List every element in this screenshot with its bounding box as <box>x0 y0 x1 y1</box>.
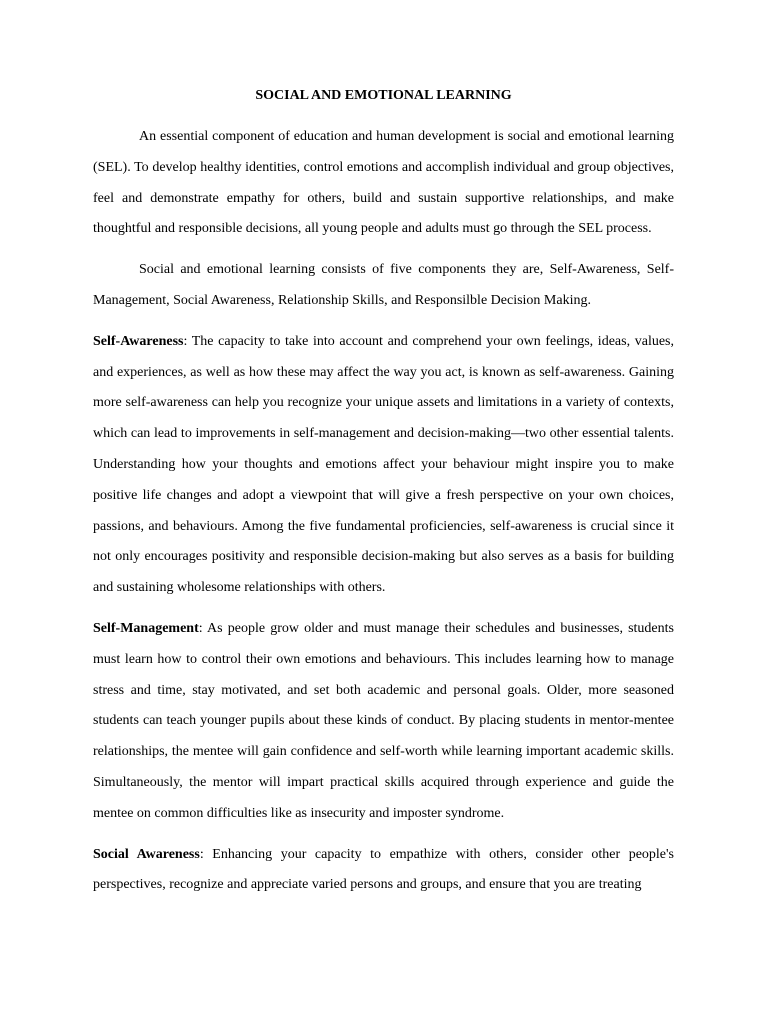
section-term: Self-Awareness <box>93 333 184 349</box>
section-text: : Enhancing your capacity to empathize with others, consider other people's perspectives, recognize and appreciate varied persons and groups, and ensure that you are treating <box>93 846 674 893</box>
section-self-management <box>93 614 674 830</box>
section-text: : As people grow older and must manage their schedules and businesses, students must learn how to control their own emotions and behaviours. This includes learning how to manage stress and time, stay motivated, and set both academic and personal goals. Older, more seasoned students can teach younger pupils about these kinds of conduct. By placing students in mentor-mentee relationships, the mentee will gain confidence and self-worth while learning important academic skills. Simultaneously, the mentor will impart practical skills acquired through experience and guide the mentee on common difficulties like as insecurity and imposter syndrome. <box>93 620 674 821</box>
section-term: Social Awareness <box>93 846 200 862</box>
section-self-awareness <box>93 327 674 604</box>
section-social-awareness <box>93 840 674 902</box>
document-page <box>93 84 674 911</box>
section-term: Self-Management <box>93 620 199 636</box>
section-text: : The capacity to take into account and comprehend your own feelings, ideas, values, and experiences, as well as how these may affect the way you act, is known as self-awareness. Gaining more self-awareness can help you recognize your unique assets and limitations in a variety of contexts, which can lead to improvements in self-management and decision-making—two other essential talents. Understanding how your thoughts and emotions affect your behaviour might inspire you to make positive life changes and adopt a viewpoint that will give a fresh perspective on your own choices, passions, and behaviours. Among the five fundamental proficiencies, self-awareness is crucial since it not only encourages positivity and responsible decision-making but also serves as a basis for building and sustaining wholesome relationships with others. <box>93 333 674 596</box>
intro-paragraph-sel-definition: An essential component of education and human development is social and emotional learning (SEL). To develop healthy identities, control emotions and accomplish individual and group objectives, feel and demonstrate empathy for others, build and sustain supportive relationships, and make thoughtful and responsible decisions, all young people and adults must go through the SEL process. <box>93 129 674 237</box>
intro-paragraph-components: Social and emotional learning consists of five components they are, Self-Awareness, Self-Management, Social Awareness, Relationship Skills, and Responsilble Decision Making. <box>93 262 674 308</box>
document-title: SOCIAL AND EMOTIONAL LEARNING <box>255 88 512 103</box>
